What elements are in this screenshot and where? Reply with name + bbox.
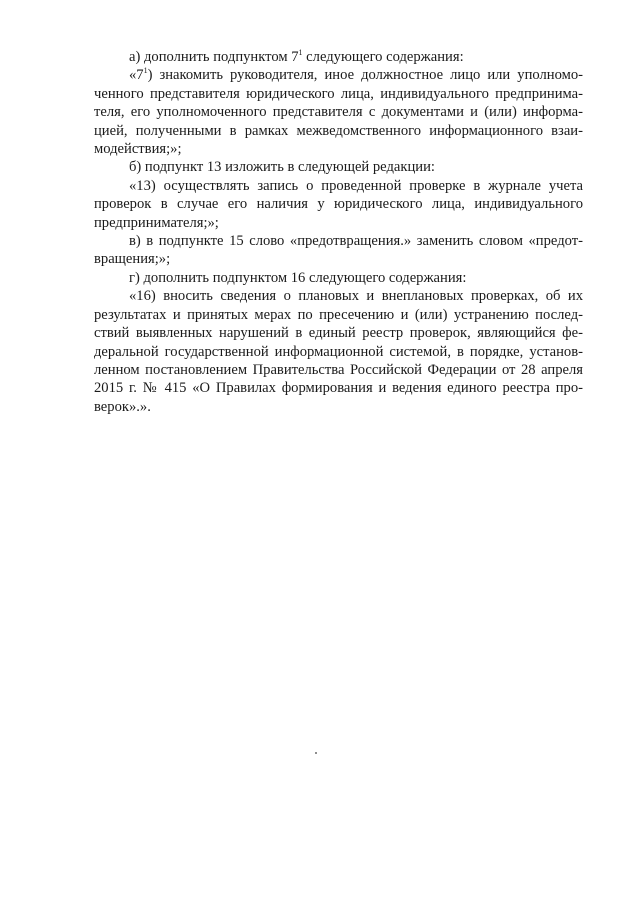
paragraph-text: б) подпункт 13 изложить в следующей редакции: (129, 159, 435, 176)
paragraph-b (94, 158, 583, 176)
paragraph-7-1-text (94, 66, 583, 158)
paragraph-13-text (94, 177, 583, 232)
scan-dot (315, 752, 317, 754)
paragraph-text: а) дополнить подпунктом 7 (129, 49, 299, 65)
paragraph-text: в) в подпункте 15 слово «предотвращения.» заменить словом «предотвращения;»; (94, 233, 583, 268)
paragraph-v (94, 232, 583, 269)
paragraph-text: г) дополнить подпунктом 16 следующего содержания: (129, 269, 467, 286)
superscript: 1 (143, 66, 148, 76)
paragraph-text: ) знакомить руководителя, иное должностное лицо или уполномоченного представителя юридического лица, индивидуального предпринимателя, его уполномоченного представителя с документами и (или) информацией, полученными в рамках межведомственного информационного взаимодействия;»; (94, 67, 583, 158)
paragraph-text: «7 (129, 67, 144, 84)
paragraph-16-text (94, 287, 583, 416)
document-body (94, 48, 583, 416)
paragraph-text: «13) осуществлять запись о проведенной проверке в журнале учета проверок в случае его наличия у юридического лица, индивидуального предпринимателя;»; (94, 177, 583, 231)
paragraph-text: следующего содержания: (302, 49, 464, 65)
paragraph-a (94, 48, 583, 66)
superscript: 1 (298, 48, 303, 58)
paragraph-text: «16) вносить сведения о плановых и внеплановых проверках, об их результатах и принятых мерах по пресечению и (или) устранению последствий выявленных нарушений в единый реестр проверок, являющийся федеральной государственной информационной системой, в порядке, установленном постановлением Правительства Российской Федерации от 28 апреля 2015 г. № 415 «О Правилах формирования и ведения единого реестра проверок».». (94, 288, 583, 415)
paragraph-g (94, 269, 583, 287)
